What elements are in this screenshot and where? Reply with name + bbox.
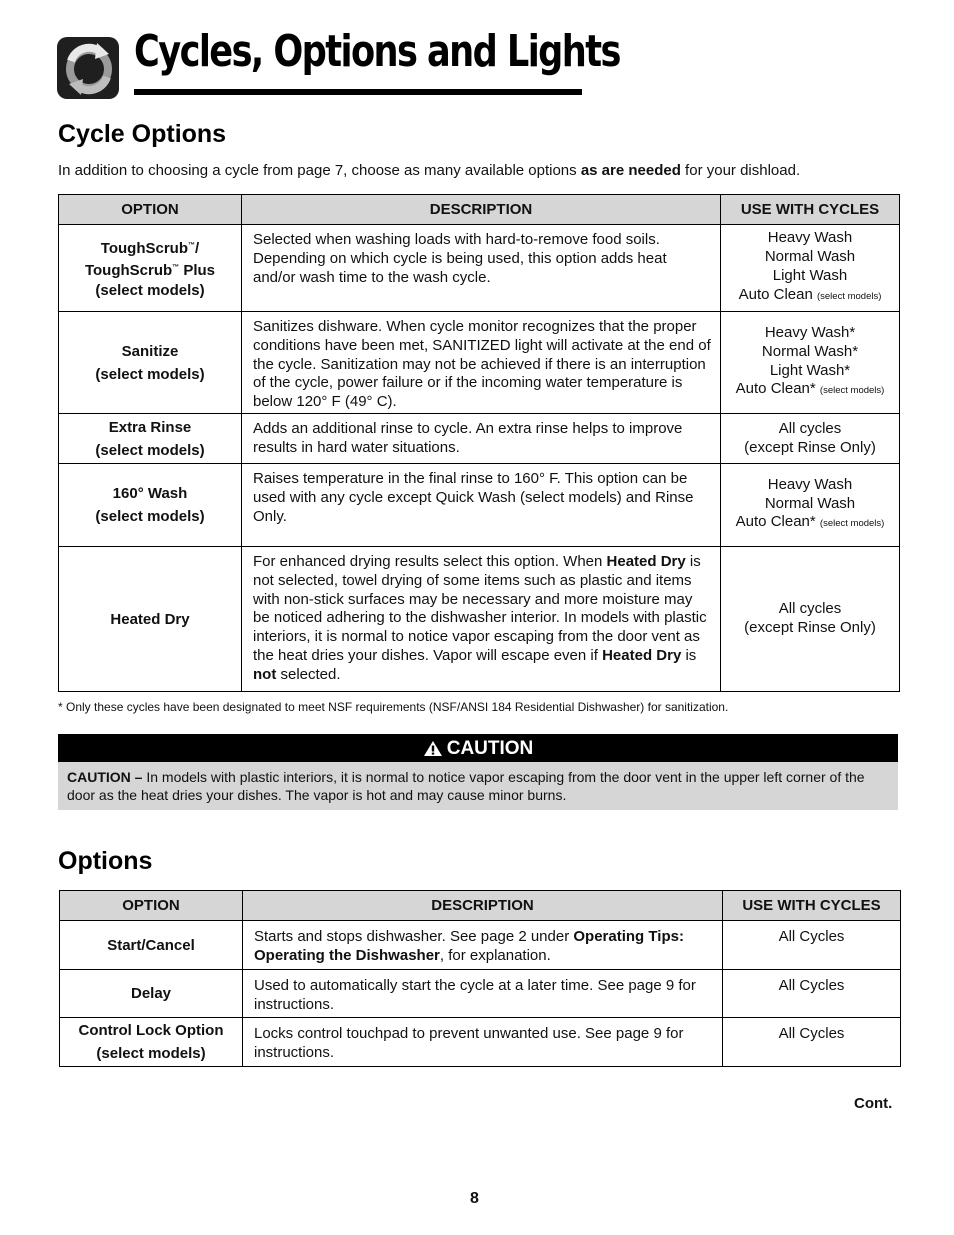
cycle-options-heading: Cycle Options xyxy=(58,120,227,148)
cycles-control-lock: All Cycles xyxy=(723,1018,901,1067)
cycles-extra-rinse: All cycles (except Rinse Only) xyxy=(721,414,900,464)
cycles-160-wash: Heavy Wash Normal Wash Auto Clean* (select models) xyxy=(721,464,900,547)
table-header-row xyxy=(60,891,901,921)
option-toughscrub: ToughScrub™/ ToughScrub™ Plus (select models) xyxy=(59,225,242,312)
continued-label: Cont. xyxy=(854,1095,893,1112)
table-row xyxy=(59,547,900,692)
table-row xyxy=(60,970,901,1018)
cycles-heated-dry: All cycles (except Rinse Only) xyxy=(721,547,900,692)
table-row xyxy=(59,414,900,464)
column-header-option: OPTION xyxy=(59,195,242,225)
column-header-use-with-cycles: USE WITH CYCLES xyxy=(721,195,900,225)
warning-triangle-icon xyxy=(423,740,443,757)
option-control-lock: Control Lock Option (select models) xyxy=(60,1018,243,1067)
sanitization-footnote: * Only these cycles have been designated to meet NSF requirements (NSF/ANSI 184 Residential Dishwasher) for sanitization. xyxy=(58,700,729,714)
cycles-start-cancel: All Cycles xyxy=(723,921,901,970)
table-header-row xyxy=(59,195,900,225)
description-160-wash: Raises temperature in the final rinse to 160° F. This option can be used with any cycle except Quick Wash (select models) and Rinse Only. xyxy=(242,464,721,547)
table-row xyxy=(59,225,900,312)
table-row xyxy=(59,312,900,414)
description-extra-rinse: Adds an additional rinse to cycle. An extra rinse helps to improve results in hard water situations. xyxy=(242,414,721,464)
option-sanitize: Sanitize (select models) xyxy=(59,312,242,414)
column-header-description: DESCRIPTION xyxy=(243,891,723,921)
column-header-option: OPTION xyxy=(60,891,243,921)
column-header-use-with-cycles: USE WITH CYCLES xyxy=(723,891,901,921)
page-number: 8 xyxy=(470,1190,479,1207)
description-heated-dry: For enhanced drying results select this option. When Heated Dry is not selected, towel drying of some items such as plastic and items with non-stick surfaces may be necessary and more moisture may be noticed adhering to the dishwasher interior. In models with plastic interiors, it is normal to notice vapor escaping from the door vent as the heat dries your dishes. Vapor will escape even if Heated Dry is not selected. xyxy=(242,547,721,692)
cycle-options-table xyxy=(58,194,900,692)
cycle-options-intro: In addition to choosing a cycle from page 7, choose as many available options as are needed for your dishload. xyxy=(58,162,801,179)
page-title: Cycles, Options and Lights xyxy=(134,26,620,77)
cycles-delay: All Cycles xyxy=(723,970,901,1018)
table-row xyxy=(60,1018,901,1067)
description-delay: Used to automatically start the cycle at a later time. See page 9 for instructions. xyxy=(243,970,723,1018)
cycles-sanitize: Heavy Wash* Normal Wash* Light Wash* Auto Clean* (select models) xyxy=(721,312,900,414)
description-control-lock: Locks control touchpad to prevent unwanted use. See page 9 for instructions. xyxy=(243,1018,723,1067)
caution-banner xyxy=(58,734,898,762)
caution-text: CAUTION – In models with plastic interiors, it is normal to notice vapor escaping from the door vent in the upper left corner of the door as the heat dries your dishes. The vapor is hot and may cause minor burns. xyxy=(58,762,898,810)
cycle-arrows-icon xyxy=(57,37,119,99)
option-delay: Delay xyxy=(60,970,243,1018)
column-header-description: DESCRIPTION xyxy=(242,195,721,225)
title-underline xyxy=(134,89,582,95)
caution-title: CAUTION xyxy=(446,738,534,759)
description-sanitize: Sanitizes dishware. When cycle monitor recognizes that the proper conditions have been met, SANITIZED light will activate at the end of the cycle. Sanitization may not be achieved if there is an interruption of the cycle, power failure or if the incoming water temperature is below 120° F (49° C). xyxy=(242,312,721,414)
description-toughscrub: Selected when washing loads with hard-to-remove food soils. Depending on which cycle is being used, this option adds heat and/or wash time to the wash cycle. xyxy=(242,225,721,312)
description-start-cancel: Starts and stops dishwasher. See page 2 under Operating Tips: Operating the Dishwasher, for explanation. xyxy=(243,921,723,970)
cycles-toughscrub: Heavy Wash Normal Wash Light Wash Auto Clean (select models) xyxy=(721,225,900,312)
option-160-wash: 160° Wash (select models) xyxy=(59,464,242,547)
option-extra-rinse: Extra Rinse (select models) xyxy=(59,414,242,464)
table-row xyxy=(59,464,900,547)
options-table xyxy=(59,890,901,1067)
table-row xyxy=(60,921,901,970)
option-heated-dry: Heated Dry xyxy=(59,547,242,692)
option-start-cancel: Start/Cancel xyxy=(60,921,243,970)
options-heading: Options xyxy=(58,847,153,875)
